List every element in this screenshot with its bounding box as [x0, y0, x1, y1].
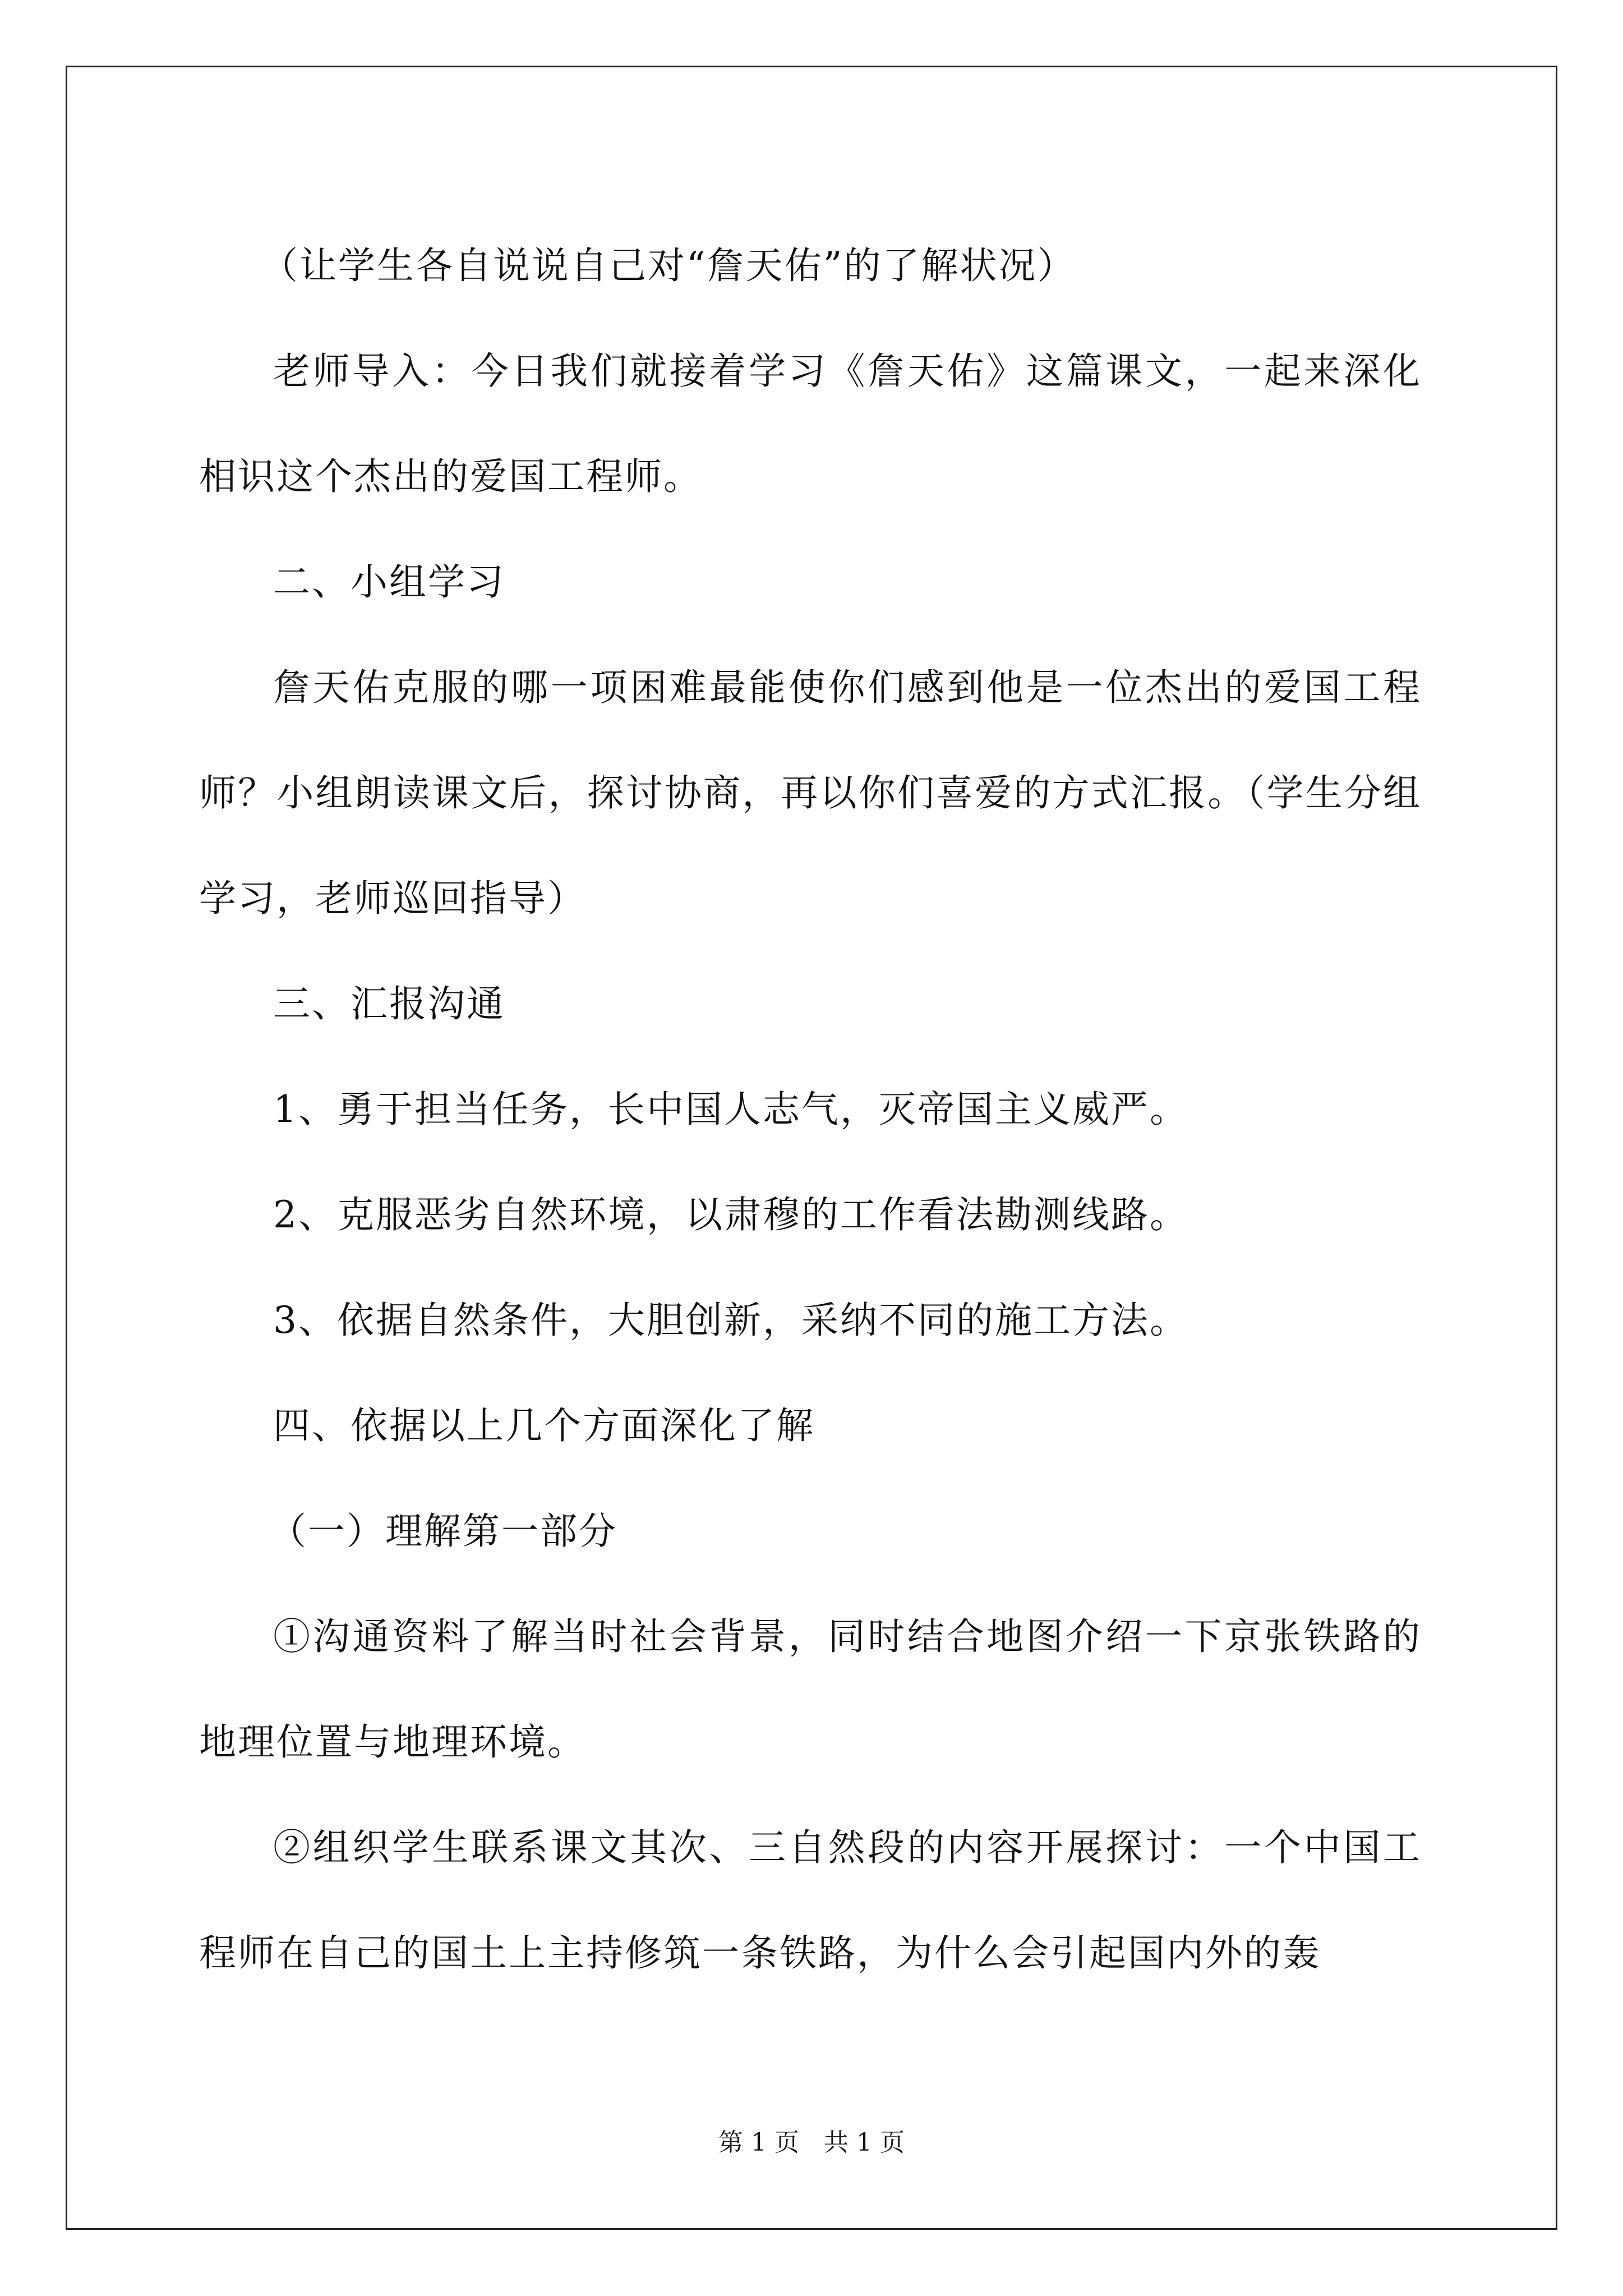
- subsection-heading-part-one: （一）理解第一部分: [269, 1510, 617, 1553]
- paragraph-group-study: 詹天佑克服的哪一项困难最能使你们感到他是一位杰出的爱国工程师？小组朗读课文后，探讨协商，再以你们喜爱的方式汇报。（学生分组学习，老师巡回指导）: [199, 666, 1422, 920]
- list-item-2: 2、克服恶劣自然环境，以肃穆的工作看法勘测线路。: [273, 1193, 1188, 1236]
- section-heading-deepen: 四、依据以上几个方面深化了解: [273, 1404, 815, 1447]
- list-item-1: 1、勇于担当任务，长中国人志气，灭帝国主义威严。: [273, 1088, 1188, 1131]
- page-footer: 第 1 页 共 1 页: [718, 2128, 905, 2157]
- paragraph-teacher-intro: 老师导入：今日我们就接着学习《詹天佑》这篇课文，一起来深化相识这个杰出的爱国工程师。: [199, 349, 1422, 498]
- section-heading-group-study: 二、小组学习: [273, 560, 505, 604]
- document-body: [199, 213, 1422, 2006]
- paragraph-intro-note: （让学生各自说说自己对“詹天佑”的了解状况）: [261, 244, 1076, 287]
- paragraph-circled-1: ①沟通资料了解当时社会背景，同时结合地图介绍一下京张铁路的地理位置与地理环境。: [199, 1615, 1422, 1764]
- section-heading-report: 三、汇报沟通: [273, 982, 505, 1025]
- paragraph-circled-2: ②组织学生联系课文其次、三自然段的内容开展探讨：一个中国工程师在自己的国土上主持修筑一条铁路，为什么会引起国内外的轰: [199, 1826, 1422, 1975]
- list-item-3: 3、依据自然条件，大胆创新，采纳不同的施工方法。: [273, 1299, 1188, 1342]
